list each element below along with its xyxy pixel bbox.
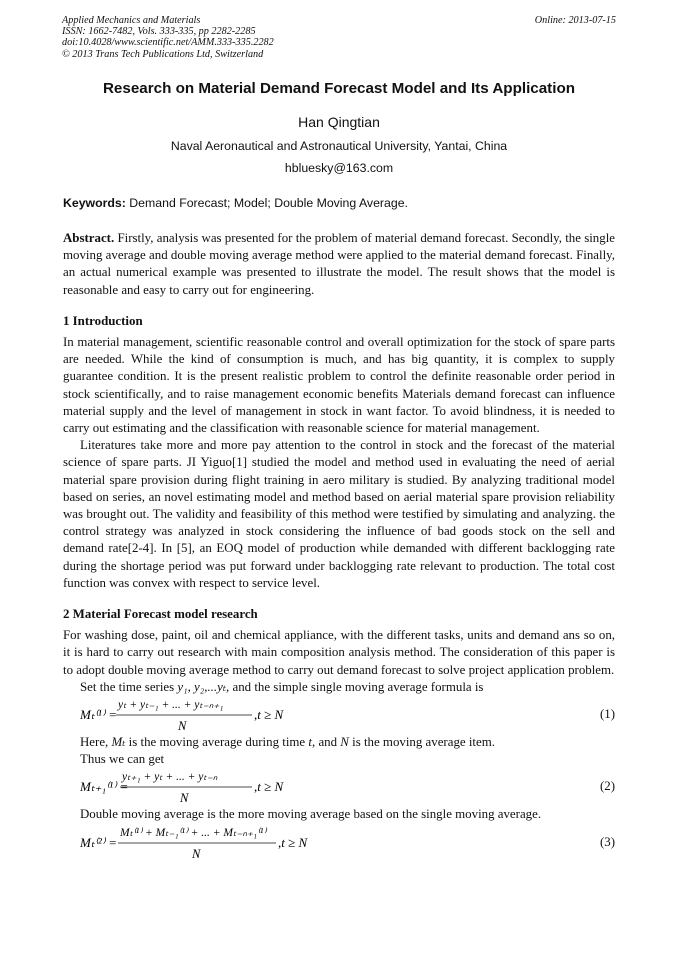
equation-3-formula: [80, 824, 360, 862]
doi-line: doi:10.4028/www.scientific.net/AMM.333-335.2282: [62, 37, 274, 49]
here-symbol-t: t: [308, 735, 312, 750]
keywords-label: Keywords:: [63, 196, 126, 210]
eq1-denominator: N: [178, 719, 187, 734]
eq2-condition: ,t ≥ N: [254, 779, 284, 795]
eq2-lhs: Mₜ₊₁⁽¹⁾ =: [80, 779, 129, 795]
copyright-line: © 2013 Trans Tech Publications Ltd, Switzerland: [62, 48, 264, 60]
abstract-label: Abstract.: [63, 231, 115, 245]
eq2-numerator: yₜ₊₁ + yₜ + ... + yₜ₋ₙ: [122, 771, 218, 784]
paper-body: [63, 230, 615, 862]
equation-3: [63, 824, 615, 862]
author-name: Han Qingtian: [298, 114, 380, 130]
here-sentence: [63, 734, 615, 751]
equation-1-formula: [80, 696, 340, 734]
journal-name: Applied Mechanics and Materials: [62, 15, 201, 26]
eq1-lhs: Mₜ⁽¹⁾ =: [80, 707, 117, 723]
equation-1: [63, 696, 615, 734]
equation-1-number: (1): [599, 707, 615, 722]
here-symbol-m: Mₜ: [111, 735, 126, 750]
time-series-sentence: [63, 679, 615, 696]
thus-sentence: Thus we can get: [80, 752, 165, 767]
here-text-a: Here,: [80, 735, 109, 750]
section-1-paragraph-1: In material management, scientific reasonable control and overall optimization for the stock of spare parts are needed. While the kind of consumption is much, and has big quantity, it is complex to supply guarantee condition. It is the present realistic problem to control the definite reasonable order period in stock scientifically, and to raise management economic benefits Materials demand forecast can influence material supply and the level of management in stock in want factor. To avoid blindness, it is needed to carry out estimating and the classification with reasonable science for material management.: [63, 335, 615, 436]
section-2-heading: 2 Material Forecast model research: [63, 607, 258, 622]
time-series-symbol: y₁, y₂,...yₜ: [177, 679, 227, 694]
eq2-denominator: N: [180, 791, 189, 806]
here-text-c: , and: [312, 735, 338, 750]
affiliation: Naval Aeronautical and Astronautical University, Yantai, China: [170, 139, 508, 153]
eq3-lhs: Mₜ⁽²⁾ =: [80, 834, 117, 850]
double-moving-average-sentence: Double moving average is the more moving average based on the single moving average.: [80, 807, 542, 822]
eq1-numerator: yₜ + yₜ₋₁ + ... + yₜ₋ₙ₊₁: [118, 699, 224, 712]
journal-header: [62, 15, 616, 60]
eq1-condition: ,t ≥ N: [254, 707, 284, 723]
eq3-numerator: Mₜ⁽¹⁾ + Mₜ₋₁⁽¹⁾ + ... + Mₜ₋ₙ₊₁⁽¹⁾: [120, 826, 267, 839]
equation-2: [63, 768, 615, 806]
here-text-b: is the moving average during time: [128, 735, 306, 750]
section-1-paragraph-2: Literatures take more and more pay attention to the control in stock and the forecast of the material science of spare parts. JI Yiguo[1] studied the model and method used in evaluating the need of aerial material spare provision during flight training in aero military is studied. By analyzing traditional model based on series, an novel estimating model and method based on aerial material spare provision reliability was brought out. The validity and feasibility of this method were testified by simulating and analyzing. the control strategy was analyzed in stock considering the influence of bad goods stock on the sell and demand rate[2-4]. In [5], an EOQ model of production while demanded with different backlogging rate during the shortage period was put forward under backlogging rate relevant to production. The total cost function was convex with respect to service level.: [63, 438, 615, 590]
equation-2-number: (2): [599, 779, 615, 794]
equation-2-formula: [80, 768, 340, 806]
section-1-heading: 1 Introduction: [63, 313, 143, 328]
keywords: [63, 196, 615, 210]
abstract: [63, 230, 615, 299]
eq3-denominator: N: [192, 846, 201, 861]
eq3-condition: ,t ≥ N: [278, 834, 308, 850]
equation-3-number: (3): [599, 834, 615, 849]
here-text-d: is the moving average item.: [352, 735, 495, 750]
time-series-text-a: Set the time series: [80, 679, 175, 694]
author-email: hbluesky@163.com: [284, 161, 394, 175]
time-series-text-b: , and the simple single moving average formula is: [226, 679, 484, 694]
online-date: Online: 2013-07-15: [534, 15, 616, 26]
here-symbol-n: N: [340, 735, 349, 750]
issn-line: ISSN: 1662-7482, Vols. 333-335, pp 2282-2285: [62, 26, 256, 38]
keywords-text: Demand Forecast; Model; Double Moving Average.: [129, 196, 408, 210]
section-2-paragraph-1: For washing dose, paint, oil and chemical appliance, with the different tasks, units and demand ans so on, it is hard to carry out research with main composition analysis method. The consideration of this paper is to adopt double moving average method to carry out demand forecast to solve project application problem.: [63, 628, 615, 677]
paper-title: Research on Material Demand Forecast Model and Its Application: [102, 80, 576, 97]
abstract-text: Firstly, analysis was presented for the problem of material demand forecast. Secondly, the single moving average and double moving average method were applied to the material demand forecast. Finally, an actual numerical example was presented to illustrate the model. The result shows that the model is reasonable and easy to carry out for engineering.: [63, 231, 615, 297]
